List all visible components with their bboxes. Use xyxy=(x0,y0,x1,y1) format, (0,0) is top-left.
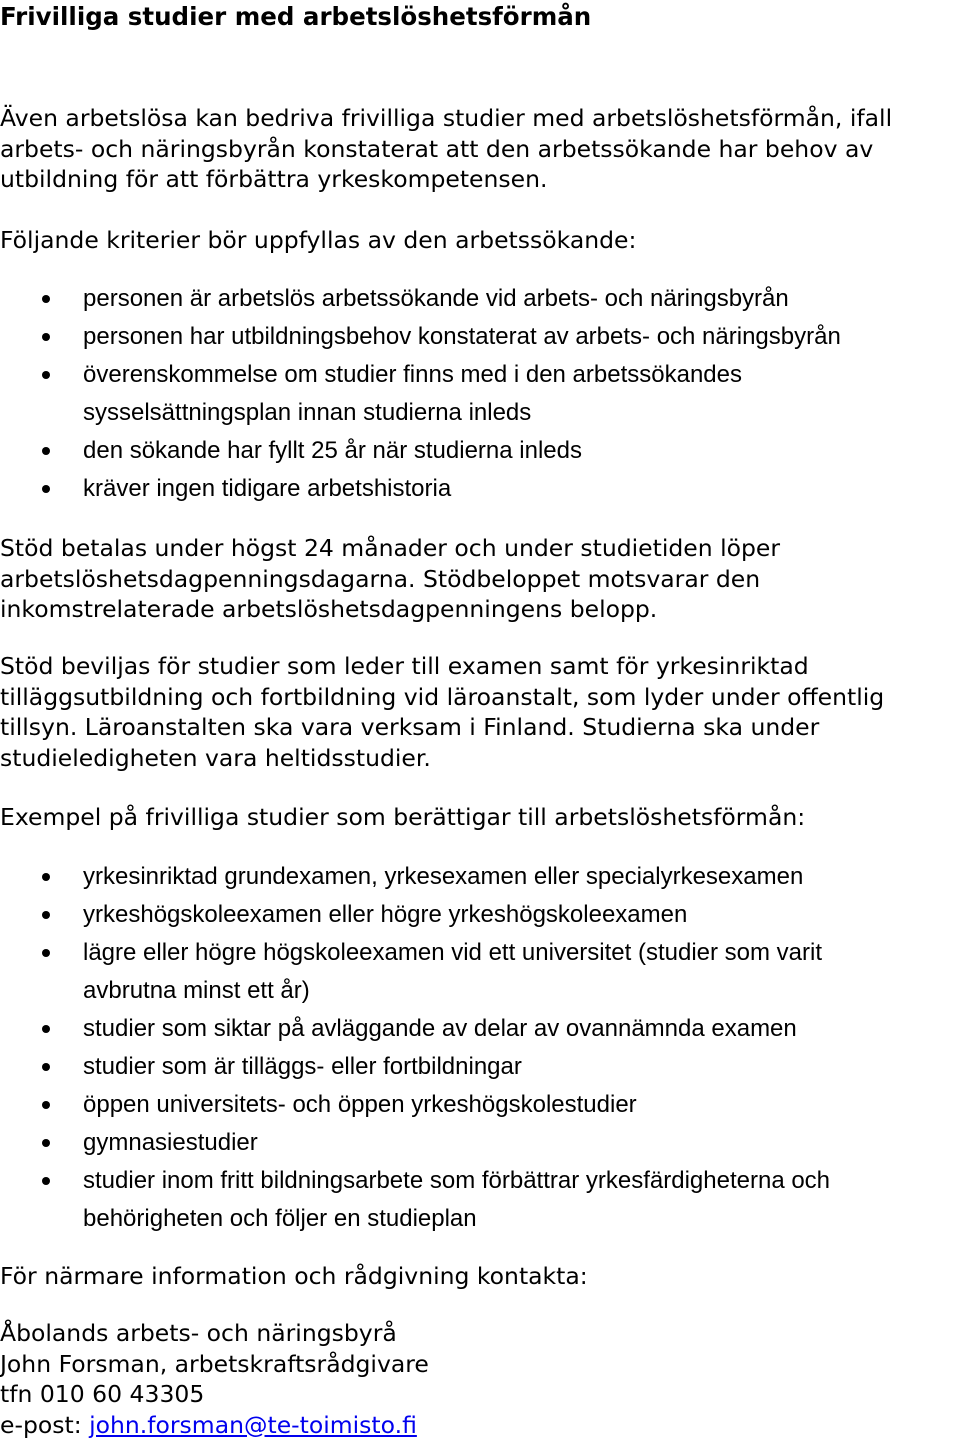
granted-line: tilläggsutbildning och fortbildning vid läroanstalt, som lyder under offentlig xyxy=(0,682,885,711)
contact-email-label: e-post: xyxy=(0,1410,90,1439)
criteria-list xyxy=(0,280,960,508)
list-item-text: studier inom fritt bildningsarbete som förbättrar yrkesfärdigheterna och xyxy=(83,1167,831,1194)
granted-paragraph xyxy=(0,651,958,773)
list-item xyxy=(0,934,953,1010)
list-item xyxy=(0,1124,953,1162)
support-line: Stöd betalas under högst 24 månader och under studietiden löper xyxy=(0,534,781,562)
list-item-text: personen är arbetslös arbetssökande vid arbets- och näringsbyrån xyxy=(83,285,789,312)
granted-line: Stöd beviljas för studier som leder till examen samt för yrkesinriktad xyxy=(0,652,809,680)
contact-block xyxy=(0,1318,429,1440)
bullet-icon xyxy=(42,873,50,881)
support-line: inkomstrelaterade arbetslöshetsdagpenningens belopp. xyxy=(0,595,658,623)
examples-heading: Exempel på frivilliga studier som berättigar till arbetslöshetsförmån: xyxy=(0,803,806,831)
contact-email-link[interactable]: john.forsman@te-toimisto.fi xyxy=(89,1410,417,1439)
intro-line: arbets- och näringsbyrån konstaterat att den arbetssökande har behov av xyxy=(0,134,874,163)
list-item-text: öppen universitets- och öppen yrkeshögskolestudier xyxy=(83,1091,637,1118)
granted-line: tillsyn. Läroanstalten ska vara verksam i Finland. Studierna ska under xyxy=(0,713,820,741)
list-item xyxy=(0,1048,953,1086)
page-title: Frivilliga studier med arbetslöshetsförmån xyxy=(0,2,592,31)
list-item-text: överenskommelse om studier finns med i den arbetssökandes xyxy=(83,361,742,388)
intro-line: utbildning för att förbättra yrkeskompetensen. xyxy=(0,165,548,193)
list-item xyxy=(0,1086,953,1124)
list-item-text: avbrutna minst ett år) xyxy=(83,977,310,1004)
list-item-text: personen har utbildningsbehov konstaterat av arbets- och näringsbyrån xyxy=(83,323,841,350)
bullet-icon xyxy=(42,295,50,303)
intro-paragraph xyxy=(0,103,958,195)
list-item-text: studier som siktar på avläggande av delar av ovannämnda examen xyxy=(83,1015,797,1042)
criteria-heading: Följande kriterier bör uppfyllas av den arbetssökande: xyxy=(0,226,637,254)
intro-line: Även arbetslösa kan bedriva frivilliga studier med arbetslöshetsförmån, ifall xyxy=(0,104,893,132)
list-item-text: lägre eller högre högskoleexamen vid ett universitet (studier som varit xyxy=(83,939,823,966)
more-info-text: För närmare information och rådgivning kontakta: xyxy=(0,1262,588,1290)
list-item-text: yrkeshögskoleexamen eller högre yrkeshögskoleexamen xyxy=(83,901,688,928)
bullet-icon xyxy=(42,1063,50,1071)
list-item xyxy=(0,896,953,934)
support-paragraph xyxy=(0,533,958,625)
bullet-icon xyxy=(42,911,50,919)
bullet-icon xyxy=(42,447,50,455)
list-item xyxy=(0,1010,953,1048)
list-item-text: gymnasiestudier xyxy=(83,1129,258,1156)
list-item-text: behörigheten och följer en studieplan xyxy=(83,1205,477,1232)
bullet-icon xyxy=(42,949,50,957)
bullet-icon xyxy=(42,1139,50,1147)
bullet-icon xyxy=(42,1101,50,1109)
list-item xyxy=(0,1162,953,1238)
granted-line: studieledigheten vara heltidsstudier. xyxy=(0,743,431,772)
bullet-icon xyxy=(42,371,50,379)
bullet-icon xyxy=(42,333,50,341)
list-item xyxy=(0,280,953,318)
list-item-text: studier som är tilläggs- eller fortbildningar xyxy=(83,1053,522,1080)
bullet-icon xyxy=(42,485,50,493)
contact-email-row xyxy=(0,1410,429,1441)
list-item xyxy=(0,470,953,508)
contact-office: Åbolands arbets- och näringsbyrå xyxy=(0,1319,397,1347)
list-item-text: yrkesinriktad grundexamen, yrkesexamen eller specialyrkesexamen xyxy=(83,863,804,890)
list-item xyxy=(0,356,953,432)
bullet-icon xyxy=(42,1177,50,1185)
bullet-icon xyxy=(42,1025,50,1033)
contact-phone: tfn 010 60 43305 xyxy=(0,1380,205,1408)
list-item-text: sysselsättningsplan innan studierna inleds xyxy=(83,399,532,426)
list-item-text: den sökande har fyllt 25 år när studierna inleds xyxy=(83,437,582,464)
list-item xyxy=(0,858,953,896)
list-item-text: kräver ingen tidigare arbetshistoria xyxy=(83,475,452,502)
support-line: arbetslöshetsdagpenningsdagarna. Stödbeloppet motsvarar den xyxy=(0,564,761,593)
contact-person: John Forsman, arbetskraftsrådgivare xyxy=(0,1349,429,1378)
examples-list xyxy=(0,858,960,1238)
list-item xyxy=(0,318,953,356)
list-item xyxy=(0,432,953,470)
